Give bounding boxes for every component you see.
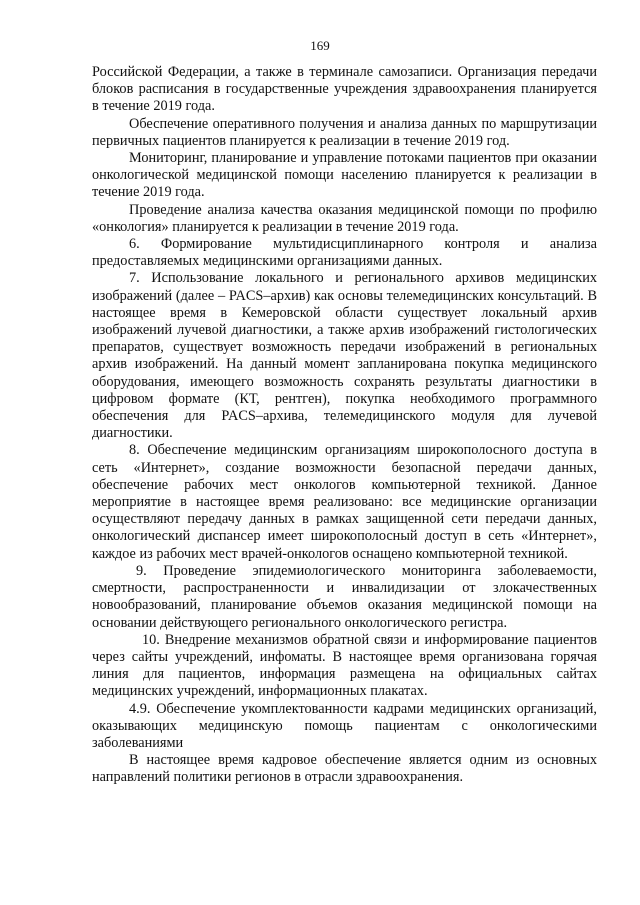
paragraph-patient-routing: Обеспечение оперативного получения и анализа данных по маршрутизации первичных пациентов планируется к реализации в течение 2019 год.	[92, 115, 597, 149]
paragraph-staffing: В настоящее время кадровое обеспечение является одним из основных направлений политики регионов в отрасли здравоохранения.	[92, 752, 597, 786]
section-heading-4-9: 4.9. Обеспечение укомплектованности кадрами медицинских организаций, оказывающих медицинскую помощь пациентам с онкологическими заболеваниями	[92, 700, 597, 751]
paragraph-item-6: 6. Формирование мультидисциплинарного контроля и анализа предоставляемых медицинскими организациями данных.	[92, 236, 597, 270]
paragraph-quality-analysis: Проведение анализа качества оказания медицинской помощи по профилю «онкология» планируется к реализации в течение 2019 года.	[92, 201, 597, 235]
paragraph-continuation: Российской Федерации, а также в терминале самозаписи. Организация передачи блоков расписания в государственные учреждения здравоохранения планируется в течение 2019 года.	[92, 64, 597, 115]
document-body	[92, 64, 597, 787]
paragraph-item-9: 9. Проведение эпидемиологического мониторинга заболеваемости, смертности, распространенности и инвалидизации от злокачественных новообразований, планирование объемов оказания медицинской помощи на основании действующего регионального онкологического регистра.	[92, 562, 597, 631]
paragraph-monitoring: Мониторинг, планирование и управление потоками пациентов при оказании онкологической медицинской помощи населению планируется к реализации в течение 2019 года.	[92, 150, 597, 201]
page-number: 169	[310, 38, 330, 53]
paragraph-item-10: 10. Внедрение механизмов обратной связи и информирование пациентов через сайты учреждений, инфоматы. В настоящее время организована горячая линия для пациентов, информация размещена на официальных сайтах медицинских учреждений, информационных плакатах.	[92, 631, 597, 700]
paragraph-item-8: 8. Обеспечение медицинским организациям широкополосного доступа в сеть «Интернет», создание возможности безопасной передачи данных, обеспечение рабочих мест онкологов компьютерной техникой. Данное мероприятие в настоящее время реализовано: все медицинские организации осуществляют передачу данных в рамках защищенной сети передачи данных, онкологический диспансер имеет широкополосный доступ в сеть «Интернет», каждое из рабочих мест врачей-онкологов оснащено компьютерной техникой.	[92, 442, 597, 562]
paragraph-item-7: 7. Использование локального и регионального архивов медицинских изображений (далее – PACS–архив) как основы телемедицинских консультаций. В настоящее время в Кемеровской области существует локальный архив изображений лучевой диагностики, а также архив изображений гистологических препаратов, существует возможность передачи изображений в региональных архив изображений. На данный момент запланирована покупка медицинского оборудования, имеющего возможность сохранять результаты диагностики в цифровом формате (КТ, рентген), покупка необходимого программного обеспечения для PACS–архива, телемедицинского модуля для лучевой диагностики.	[92, 270, 597, 442]
